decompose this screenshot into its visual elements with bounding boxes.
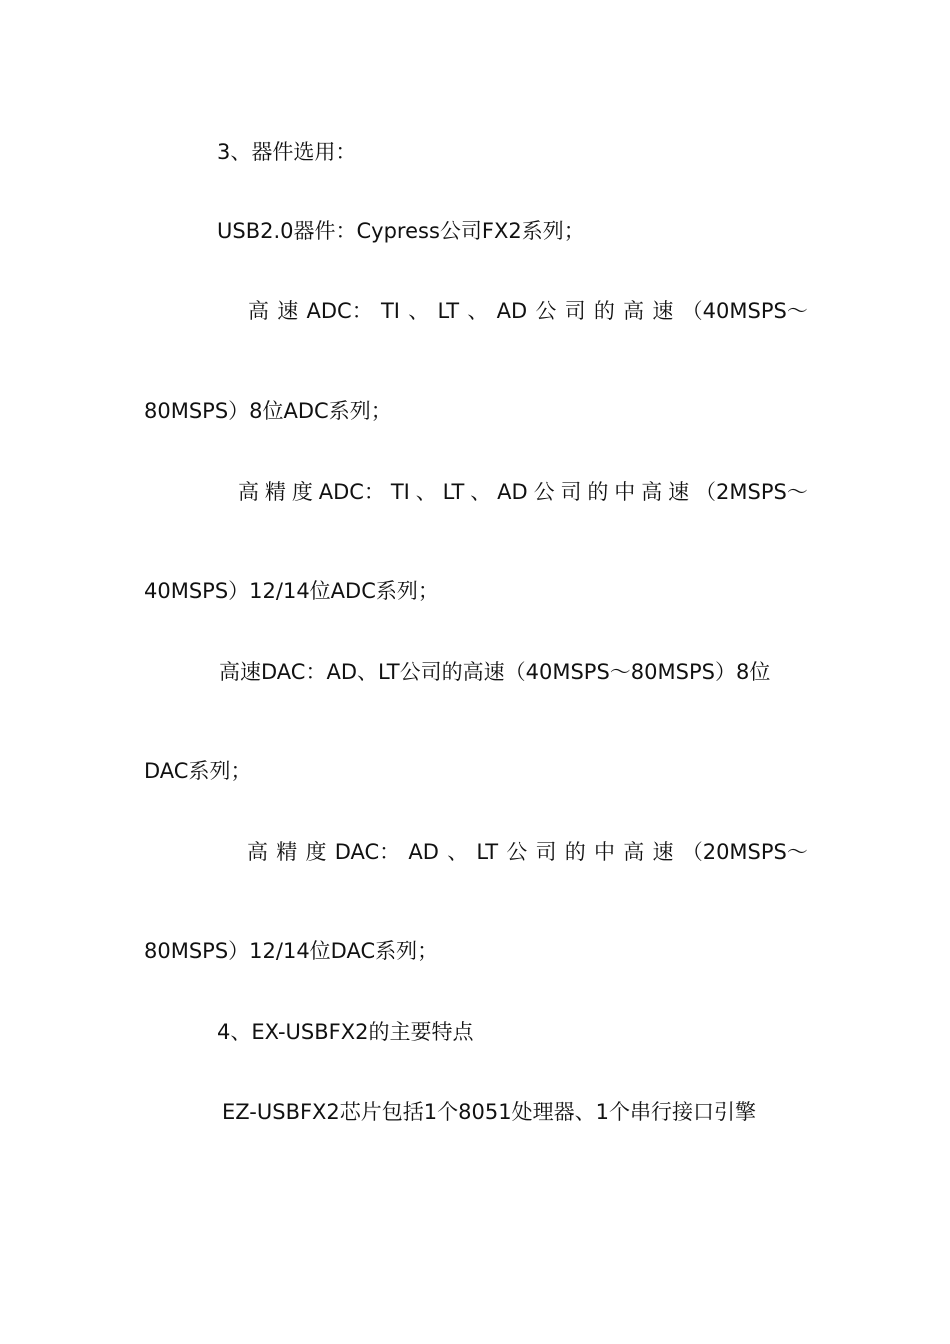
paragraph-fx2-chip: EZ-USBFX2芯片包括1个8051处理器、1个串行接口引擎 (222, 1100, 756, 1124)
text-segment: ADC： (318, 480, 385, 504)
text-segment: 高 (641, 480, 663, 504)
text-segment: 公 (506, 840, 528, 864)
text-segment: ADC： (306, 299, 373, 323)
paragraph-usb-device: USB2.0器件：Cypress公司FX2系列； (217, 219, 585, 243)
paragraph-high-speed-dac: 高速DAC：AD、LT公司的高速（40MSPS～80MSPS）8位 (219, 660, 771, 684)
text-segment: LT (442, 480, 465, 504)
text-segment: 速 (277, 299, 299, 323)
text-segment: LT (437, 299, 460, 323)
text-segment: 的 (593, 299, 615, 323)
text-segment: 度 (291, 480, 313, 504)
text-segment: 中 (594, 840, 615, 864)
text-segment: TI (390, 480, 410, 504)
text-segment: 中 (614, 480, 636, 504)
paragraph-high-precision-dac (247, 839, 808, 865)
text-segment: 、 (470, 480, 492, 504)
text-segment: 速 (668, 480, 690, 504)
text-segment: AD (497, 480, 528, 504)
text-segment: 公 (533, 480, 555, 504)
paragraph-continuation: DAC系列； (144, 759, 252, 783)
text-segment: 司 (535, 840, 557, 864)
section-heading-device-selection: 3、器件选用： (217, 140, 357, 164)
text-segment: 高 (248, 299, 269, 323)
text-segment: 、 (467, 299, 489, 323)
text-segment: 高 (238, 480, 259, 504)
text-segment: （2MSPS～ (695, 480, 808, 504)
text-segment: 的 (564, 840, 586, 864)
text-segment: AD (408, 840, 439, 864)
text-segment: 速 (652, 840, 674, 864)
text-segment: 度 (305, 840, 327, 864)
text-segment: 司 (564, 299, 586, 323)
paragraph-continuation: 80MSPS）12/14位DAC系列； (144, 939, 439, 963)
paragraph-continuation: 80MSPS）8位ADC系列； (144, 399, 392, 423)
text-segment: 高 (623, 299, 645, 323)
text-segment: 高 (247, 840, 268, 864)
paragraph-high-speed-adc (248, 298, 808, 324)
text-segment: 、 (408, 299, 430, 323)
text-segment: TI (380, 299, 400, 323)
paragraph-continuation: 40MSPS）12/14位ADC系列； (144, 579, 439, 603)
text-segment: DAC： (334, 840, 401, 864)
text-segment: 高 (623, 840, 645, 864)
text-segment: 司 (560, 480, 582, 504)
section-heading-main-features: 4、EX-USBFX2的主要特点 (217, 1020, 474, 1044)
text-segment: 速 (652, 299, 674, 323)
text-segment: 精 (264, 480, 286, 504)
text-segment: （40MSPS～ (681, 299, 808, 323)
paragraph-high-precision-adc (238, 479, 808, 505)
text-segment: 精 (276, 840, 298, 864)
text-segment: 、 (447, 840, 469, 864)
text-segment: AD (496, 299, 528, 323)
text-segment: 、 (415, 480, 437, 504)
text-segment: 公 (535, 299, 557, 323)
text-segment: 的 (587, 480, 609, 504)
text-segment: LT (476, 840, 499, 864)
text-segment: （20MSPS～ (681, 840, 808, 864)
